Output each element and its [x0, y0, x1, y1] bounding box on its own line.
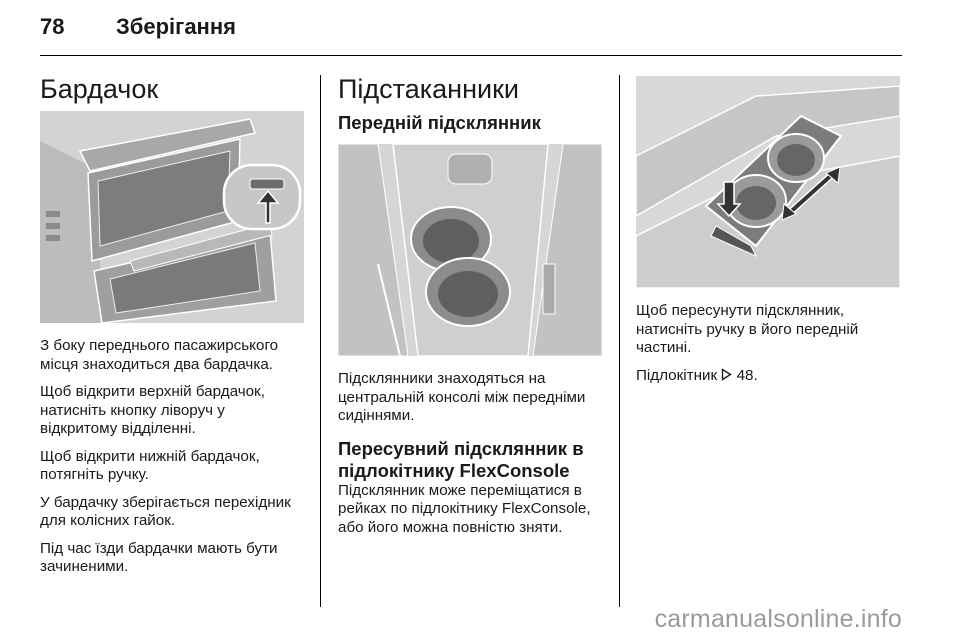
column-glovebox	[40, 72, 304, 586]
paragraph: З боку переднього пасажирського місця знаходиться два бардачка.	[40, 337, 279, 373]
column-divider-1	[320, 75, 321, 607]
glovebox-illustration	[40, 111, 304, 323]
watermark: carmanualsonline.info	[654, 605, 902, 633]
column-divider-2	[619, 75, 620, 607]
paragraph: Щоб пересунути підсклянник, натисніть ручку в його передній частині.	[636, 302, 859, 356]
front-cupholder-illustration	[338, 144, 602, 356]
section-heading-cupholders: Підстаканники	[338, 74, 519, 104]
paragraph: Під час їзди бардачки мають бути зачиненими.	[40, 539, 278, 575]
paragraph: Підсклянники знаходяться на центральній консолі між передніми сидіннями.	[338, 370, 586, 424]
paragraph: Підсклянник може переміщатися в рейках по підлокітнику FlexConsole, або його можна повністю зняти.	[338, 481, 591, 536]
subheading-front-cupholder: Передній підсклянник	[338, 112, 541, 133]
column-cupholders	[338, 72, 606, 546]
section-heading-glovebox: Бардачок	[40, 74, 159, 104]
xref-text: Підлокітник	[636, 366, 718, 384]
running-title: Зберігання	[116, 14, 236, 39]
header-rule	[40, 55, 902, 56]
column-flexconsole	[636, 72, 902, 395]
subheading-flexconsole-cupholder: Пересувний підсклянник в підлокітнику FlexConsole	[338, 437, 584, 481]
paragraph: Щоб відкрити нижній бардачок, потягніть ручку.	[40, 447, 260, 483]
triangle-right-icon	[721, 368, 732, 387]
xref-page: 48.	[736, 366, 758, 384]
paragraph: Щоб відкрити верхній бардачок, натисніть кнопку ліворуч у відкритому відділенні.	[40, 383, 265, 437]
paragraph: У бардачку зберігається перехідник для колісних гайок.	[40, 493, 291, 529]
page-number: 78	[40, 14, 65, 39]
flexconsole-cupholder-illustration	[636, 76, 900, 288]
xref-paragraph	[636, 367, 902, 387]
